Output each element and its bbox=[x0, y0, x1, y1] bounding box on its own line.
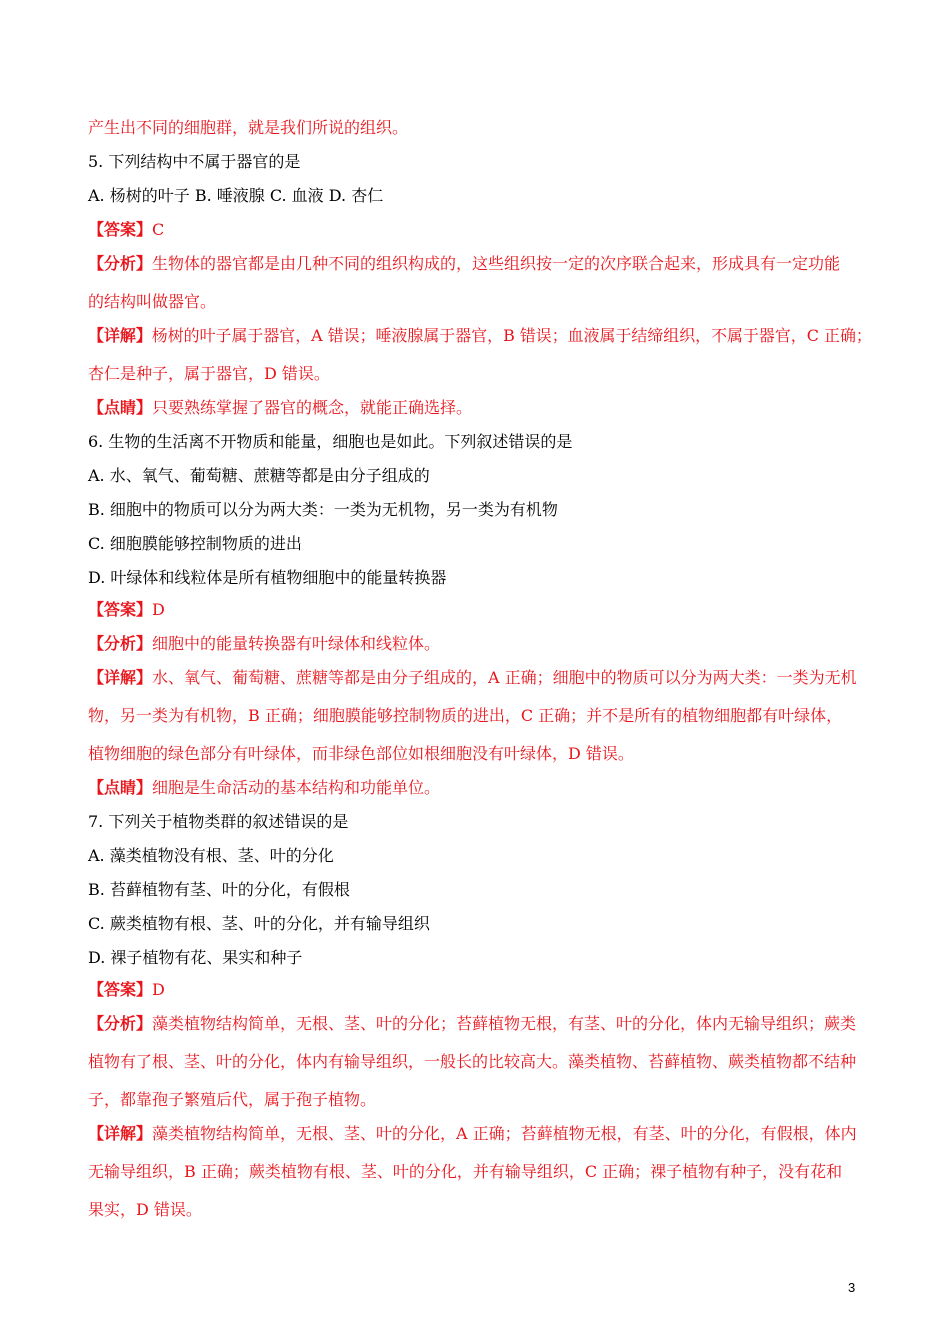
question-6-stem: 6. 生物的生活离不开物质和能量，细胞也是如此。下列叙述错误的是 bbox=[88, 432, 573, 451]
text-line: 果实，D 错误。 bbox=[88, 1200, 202, 1219]
explanation-line: 【详解】藻类植物结构简单，无根、茎、叶的分化，A 正确；苔藓植物无根，有茎、叶的分化，有假根，体内 bbox=[88, 1124, 857, 1143]
text-line: 杏仁是种子，属于器官，D 错误。 bbox=[88, 364, 330, 383]
text-line: 无输导组织，B 正确；蕨类植物有根、茎、叶的分化，并有输导组织，C 正确；裸子植物有种子，没有花和 bbox=[88, 1162, 843, 1181]
question-7-option-b: B. 苔藓植物有茎、叶的分化，有假根 bbox=[88, 880, 350, 899]
question-6-option-b: B. 细胞中的物质可以分为两大类：一类为无机物，另一类为有机物 bbox=[88, 500, 558, 519]
text-line: 植物细胞的绿色部分有叶绿体，而非绿色部位如根细胞没有叶绿体，D 错误。 bbox=[88, 744, 634, 763]
text-line: 物，另一类为有机物，B 正确；细胞膜能够控制物质的进出，C 正确；并不是所有的植物细胞都有叶绿体， bbox=[88, 706, 843, 725]
text-line: 子，都靠孢子繁殖后代，属于孢子植物。 bbox=[88, 1090, 377, 1109]
tip-line: 【点睛】细胞是生命活动的基本结构和功能单位。 bbox=[88, 778, 441, 797]
analysis-line: 【分析】生物体的器官都是由几种不同的组织构成的，这些组织按一定的次序联合起来，形成具有一定功能 bbox=[88, 254, 841, 273]
tip-line: 【点睛】只要熟练掌握了器官的概念，就能正确选择。 bbox=[88, 398, 473, 417]
analysis-line: 【分析】细胞中的能量转换器有叶绿体和线粒体。 bbox=[88, 634, 441, 653]
question-6-option-a: A. 水、氧气、葡萄糖、蔗糖等都是由分子组成的 bbox=[88, 466, 430, 485]
analysis-line: 【分析】藻类植物结构简单，无根、茎、叶的分化；苔藓植物无根，有茎、叶的分化，体内无输导组织；蕨类 bbox=[88, 1014, 857, 1033]
question-6-option-c: C. 细胞膜能够控制物质的进出 bbox=[88, 534, 302, 553]
answer-line: 【答案】D bbox=[88, 600, 165, 619]
answer-line: 【答案】D bbox=[88, 980, 165, 999]
question-7-option-c: C. 蕨类植物有根、茎、叶的分化，并有输导组织 bbox=[88, 914, 430, 933]
text-line: 植物有了根、茎、叶的分化，体内有输导组织，一般长的比较高大。藻类植物、苔藓植物、蕨类植物都不结种 bbox=[88, 1052, 857, 1071]
text-line: 产生出不同的细胞群，就是我们所说的组织。 bbox=[88, 118, 409, 137]
question-7-option-a: A. 藻类植物没有根、茎、叶的分化 bbox=[88, 846, 334, 865]
question-5-stem: 5. 下列结构中不属于器官的是 bbox=[88, 152, 301, 171]
page-number: 3 bbox=[848, 1280, 856, 1295]
text-line: 的结构叫做器官。 bbox=[88, 292, 217, 311]
question-5-options: A. 杨树的叶子 B. 唾液腺 C. 血液 D. 杏仁 bbox=[88, 186, 384, 205]
explanation-line: 【详解】杨树的叶子属于器官，A 错误；唾液腺属于器官，B 错误；血液属于结缔组织，不属于器官，C 正确； bbox=[88, 326, 872, 345]
answer-line: 【答案】C bbox=[88, 220, 165, 239]
question-7-stem: 7. 下列关于植物类群的叙述错误的是 bbox=[88, 812, 349, 831]
explanation-line: 【详解】水、氧气、葡萄糖、蔗糖等都是由分子组成的，A 正确；细胞中的物质可以分为两大类：一类为无机 bbox=[88, 668, 857, 687]
question-6-option-d: D. 叶绿体和线粒体是所有植物细胞中的能量转换器 bbox=[88, 568, 447, 587]
question-7-option-d: D. 裸子植物有花、果实和种子 bbox=[88, 948, 303, 967]
